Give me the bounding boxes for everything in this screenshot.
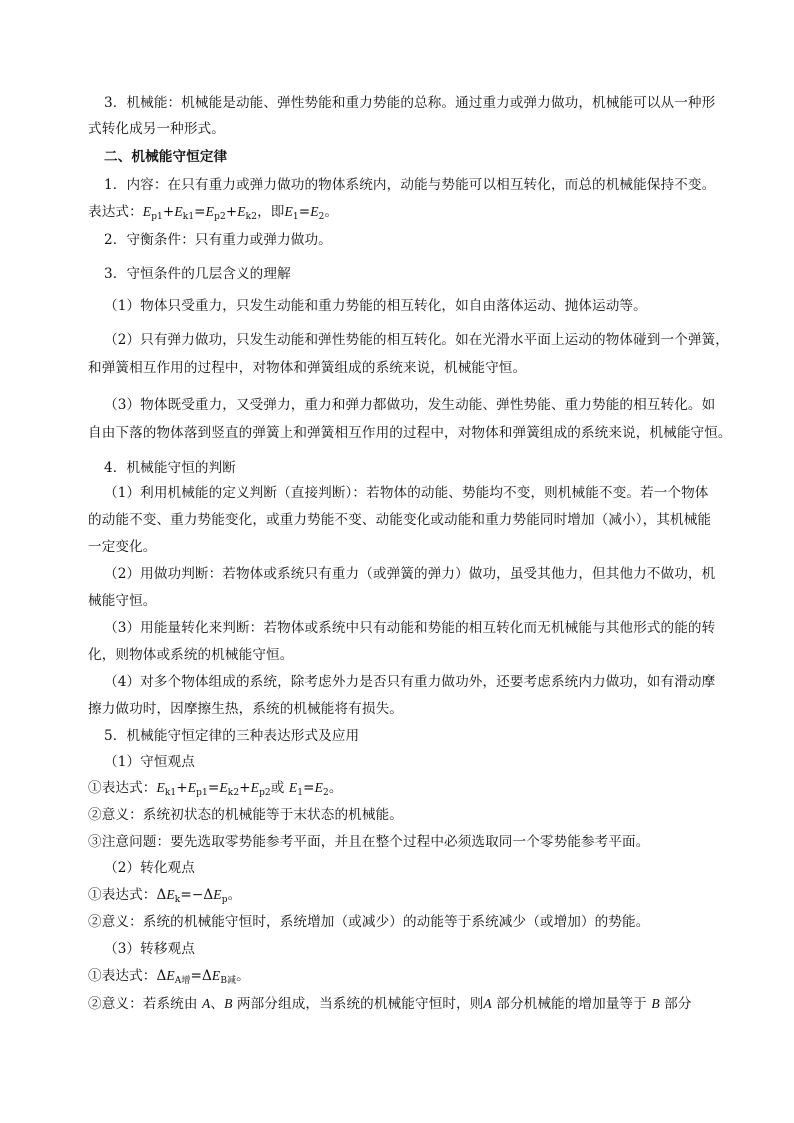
formula-label: ①表达式：	[88, 780, 157, 796]
paragraph-line: ②意义：系统初状态的机械能等于末状态的机械能。	[88, 807, 403, 823]
paragraph-line: 擦力做功时，因摩擦生热，系统的机械能将有损失。	[88, 701, 403, 717]
paragraph-line: 1．内容：在只有重力或弹力做功的物体系统内，动能与势能可以相互转化，而总的机械能保持不变。	[104, 177, 716, 193]
paragraph-line: （2）只有弹力做功，只发生动能和弹性势能的相互转化。如在光滑水平面上运动的物体碰到一个弹簧，	[104, 332, 729, 348]
formula-line: 表达式：$E_{p1}+E_{k1}=E_{p2}+E_{k2}$，即$E_1=E_2$。	[88, 204, 339, 222]
paragraph-line: 自由下落的物体落到竖直的弹簧上和弹簧相互作用的过程中，对物体和弹簧组成的系统来说，机械能守恒。	[88, 425, 732, 441]
paragraph-line: （2）转化观点	[104, 860, 195, 876]
formula-line: ①表达式：$\Delta E_k=-\Delta E_p$。	[88, 887, 242, 905]
paragraph-line: （2）用做功判断：若物体或系统只有重力（或弹簧的弹力）做功，虽受其他力，但其他力不做功，机	[104, 566, 716, 582]
paragraph-line: 械能守恒。	[88, 593, 157, 609]
paragraph-line: （1）守恒观点	[104, 754, 195, 770]
paragraph-line: 和弹簧相互作用的过程中，对物体和弹簧组成的系统来说，机械能守恒。	[88, 360, 527, 376]
paragraph-line: 化，则物体或系统的机械能守恒。	[88, 647, 294, 663]
formula-label: ①表达式：	[88, 968, 157, 984]
paragraph-line: 5．机械能守恒定律的三种表达形式及应用	[104, 728, 360, 744]
paragraph-line: 式转化成另一种形式。	[88, 121, 225, 137]
paragraph-line: ②意义：系统的机械能守恒时，系统增加（或减少）的动能等于系统减少（或增加）的势能。	[88, 914, 650, 930]
paragraph-line: 4．机械能守恒的判断	[104, 460, 236, 476]
paragraph-line: （1）利用机械能的定义判断（直接判断）：若物体的动能、势能均不变，则机械能不变。若一个物体	[104, 485, 709, 501]
paragraph-line: 2．守衡条件：只有重力或弹力做功。	[104, 232, 332, 248]
paragraph-line: （3）物体既受重力，又受弹力，重力和弹力都做功，发生动能、弹性势能、重力势能的相互转化。如	[104, 397, 716, 413]
paragraph-line: 3．守恒条件的几层含义的理解	[104, 266, 291, 282]
formula-line: ①表达式：$\Delta E_{A增}=\Delta E_{B减}$。	[88, 968, 250, 986]
formula-line: ①表达式：$E_{k1}+E_{p1}=E_{k2}+E_{p2}$或 $E_1=E_2$。	[88, 780, 343, 798]
paragraph-line: ②意义：若系统由 A、B 两部分组成，当系统的机械能守恒时，则A 部分机械能的增加量等于 B 部分	[88, 996, 692, 1012]
section-heading: 二、机械能守恒定律	[104, 149, 228, 165]
paragraph-line: （4）对多个物体组成的系统，除考虑外力是否只有重力做功外，还要考虑系统内力做功，如有滑动摩	[104, 674, 716, 690]
paragraph-line: （3）转移观点	[104, 941, 195, 957]
formula-label: ①表达式：	[88, 887, 157, 903]
paragraph-line: 的动能不变、重力势能变化，或重力势能不变、动能变化或动能和重力势能同时增加（减小），其机械能	[88, 512, 712, 528]
paragraph-line: （3）用能量转化来判断：若物体或系统中只有动能和势能的相互转化而无机械能与其他形式的能的转	[104, 620, 716, 636]
paragraph-line: 3．机械能：机械能是动能、弹性势能和重力势能的总称。通过重力或弹力做功，机械能可以从一种形	[104, 95, 716, 111]
paragraph-line: 一定变化。	[88, 539, 157, 555]
paragraph-line: ③注意问题：要先选取零势能参考平面，并且在整个过程中必须选取同一个零势能参考平面。	[88, 834, 650, 850]
formula-label: 表达式：	[88, 204, 143, 220]
paragraph-line: （1）物体只受重力，只发生动能和重力势能的相互转化，如自由落体运动、抛体运动等。	[104, 298, 647, 314]
